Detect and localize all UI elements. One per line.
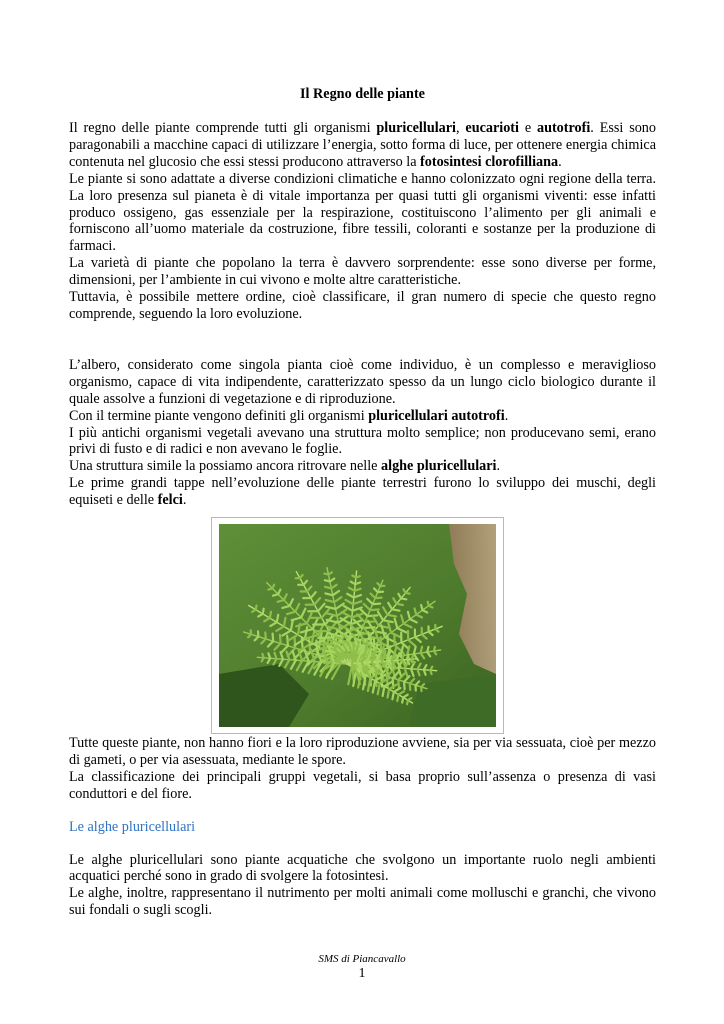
text-run: Le prime grandi tappe nell’evoluzione delle piante terrestri furono lo sviluppo dei muschi, degli equiseti e delle [69, 475, 656, 509]
bold-term: pluricellulari [376, 120, 456, 136]
paragraph-variety: La varietà di piante che popolano la terra è davvero sorprendente: esse sono diverse per forme, dimensioni, per l’ambiente in cui vivono e molte altre caratteristiche. [69, 255, 656, 289]
paragraph-algae-structure [69, 458, 656, 475]
paragraph-definition [69, 408, 656, 425]
bold-term: eucarioti [465, 120, 519, 136]
paragraph-reproduction: Tutte queste piante, non hanno fiori e la loro riproduzione avviene, sia per via sessuata, cioè per mezzo di gameti, o per via asessuata, mediante le spore. [69, 735, 656, 768]
fern-photo [211, 517, 504, 734]
text-run: . [558, 153, 562, 170]
text-run: e [518, 120, 537, 136]
bold-term: fotosintesi clorofilliana [420, 153, 559, 170]
text-run: . [182, 492, 187, 509]
paragraph-adaptation: Le piante si sono adattate a diverse condizioni climatiche e hanno colonizzato ogni regione della terra. La loro presenza sul pianeta è di vitale importanza per quasi tutti gli organismi viventi: esse infatti produco ossigeno, gas essenziale per la respirazione, costituiscono l’alimento per gli animali e forniscono all’uomo materiale da costruzione, fibre tessili, coloranti e sostanze per la produzione di farmaci. [69, 170, 656, 255]
document-title: Il Regno delle piante [300, 86, 425, 102]
paragraph-evolution [69, 475, 656, 509]
paragraph-tree: L’albero, considerato come singola pianta cioè come individuo, è un complesso e meraviglioso organismo, capace di vita indipendente, caratterizzato spesso da un lungo ciclo biologico durante il quale assolve a funzioni di vegetazione e di riproduzione. [69, 356, 656, 407]
section-heading: Le alghe pluricellulari [69, 818, 196, 835]
text-run: . Essi sono paragonabili a macchine capaci di utilizzare l’energia, sotto forma di luce, per ottenere energia chimica contenuta nel glucosio che essi stessi producono attraverso la [69, 120, 656, 170]
paragraph-intro [69, 120, 656, 171]
footer-school: SMS di Piancavallo [318, 953, 406, 965]
paragraph-vessels: La classificazione dei principali gruppi vegetali, si basa proprio sull’assenza o presenza di vasi conduttori e del fiore. [69, 768, 656, 802]
paragraph-classification: Tuttavia, è possibile mettere ordine, cioè classificare, il gran numero di specie che questo regno comprende, seguendo la loro evoluzione. [69, 289, 656, 322]
paragraph-algae: Le alghe pluricellulari sono piante acquatiche che svolgono un importante ruolo negli ambienti acquatici perché sono in grado di svolgere la fotosintesi. [69, 851, 656, 885]
text-run: Una struttura simile la possiamo ancora ritrovare nelle [69, 458, 382, 475]
text-run: Con il termine piante vengono definiti gli organismi [69, 407, 369, 424]
bold-term: autotrofi [536, 120, 591, 136]
text-run: . [504, 407, 509, 424]
bold-term: felci [157, 492, 183, 509]
text-run: Il regno delle piante comprende tutti gli organismi [69, 120, 377, 136]
paragraph-ancient: I più antichi organismi vegetali avevano una struttura molto semplice; non producevano semi, erano privi di fusto e di radici e non avevano le foglie. [69, 424, 656, 458]
text-run: , [455, 120, 466, 136]
fern-image [219, 524, 496, 727]
bold-term: alghe pluricellulari [381, 458, 497, 475]
paragraph-algae-food: Le alghe, inoltre, rappresentano il nutrimento per molti animali come molluschi e granchi, che vivono sui fondali o sugli scogli. [69, 885, 656, 919]
bold-term: pluricellulari autotrofi [368, 407, 505, 424]
document-page [69, 84, 656, 919]
text-run: . [496, 458, 501, 475]
page-number: 1 [358, 966, 366, 981]
